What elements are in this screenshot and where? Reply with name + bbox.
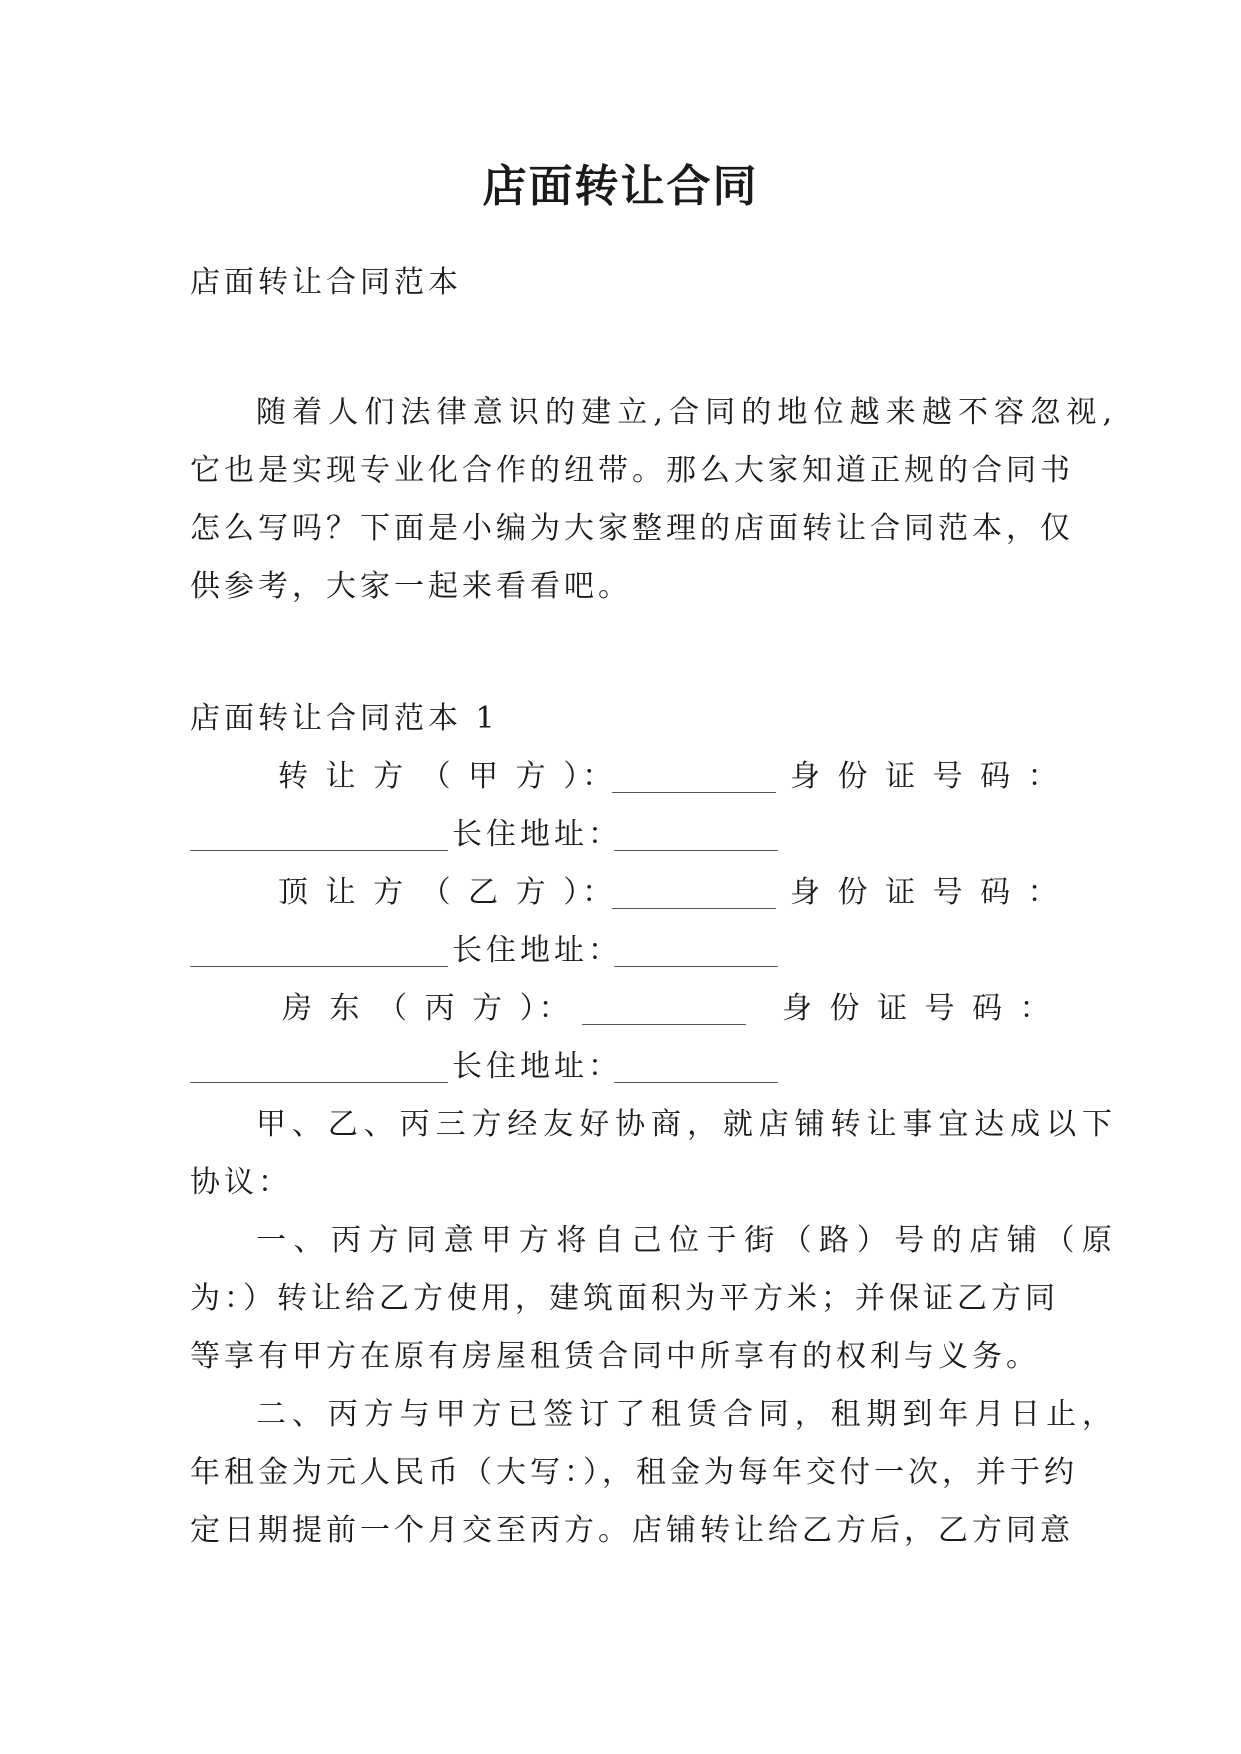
party-a-address-line xyxy=(190,806,1050,864)
intro-line-1: 随着人们法律意识的建立,合同的地位越来越不容忽视, xyxy=(256,395,1116,430)
para-line-5: 等享有甲方在原有房屋租赁合同中所享有的权利与义务。 xyxy=(190,1339,1040,1374)
para-line-2: 协议： xyxy=(190,1165,292,1200)
party-c-id-blank[interactable] xyxy=(190,1052,448,1083)
section-title: 店面转让合同范本 1 xyxy=(190,701,499,736)
party-c-id-label: 身 份 证 号 码 ： xyxy=(782,991,1054,1026)
party-a-line xyxy=(190,748,1062,806)
party-b-line xyxy=(190,864,1062,922)
party-c-address-line xyxy=(190,1038,1050,1096)
party-b-address-blank[interactable] xyxy=(614,936,778,967)
party-a-address-blank[interactable] xyxy=(614,820,778,851)
intro-line-2: 它也是实现专业化合作的纽带。那么大家知道正规的合同书 xyxy=(190,453,1074,488)
party-a-id-label: 身 份 证 号 码 ： xyxy=(790,759,1062,794)
page-title: 店面转让合同 xyxy=(482,161,759,212)
para-line-4: 为：）转让给乙方使用，建筑面积为平方米；并保证乙方同 xyxy=(190,1281,1059,1316)
document-subtitle: 店面转让合同范本 xyxy=(190,265,462,300)
para-line-1: 甲、乙、丙三方经友好协商，就店铺转让事宜达成以下 xyxy=(256,1107,1116,1142)
party-a-address-label: 长住地址： xyxy=(452,817,622,852)
party-c-name-blank[interactable] xyxy=(582,994,746,1025)
party-b-id-label: 身 份 证 号 码 ： xyxy=(790,875,1062,910)
party-c-address-blank[interactable] xyxy=(614,1052,778,1083)
party-b-id-blank[interactable] xyxy=(190,936,448,967)
party-c-line xyxy=(190,980,1054,1038)
para-line-3: 一、丙方同意甲方将自己位于街（路）号的店铺（原 xyxy=(256,1223,1116,1258)
party-b-address-label: 长住地址： xyxy=(452,933,622,968)
intro-line-4: 供参考，大家一起来看看吧。 xyxy=(190,569,632,604)
intro-line-3: 怎么写吗？下面是小编为大家整理的店面转让合同范本，仅 xyxy=(190,511,1074,546)
party-b-label: 顶 让 方 （ 乙 方 ）： xyxy=(278,875,617,910)
para-line-7: 年租金为元人民币（大写：），租金为每年交付一次，并于约 xyxy=(190,1455,1078,1490)
party-b-name-blank[interactable] xyxy=(612,878,776,909)
party-a-label: 转 让 方 （ 甲 方 ）： xyxy=(278,759,617,794)
para-line-6: 二、丙方与甲方已签订了租赁合同，租期到年月日止， xyxy=(256,1397,1116,1432)
party-c-address-label: 长住地址： xyxy=(452,1049,622,1084)
party-a-id-blank[interactable] xyxy=(190,820,448,851)
para-line-8: 定日期提前一个月交至丙方。店铺转让给乙方后，乙方同意 xyxy=(190,1513,1074,1548)
party-a-name-blank[interactable] xyxy=(612,762,776,793)
party-c-label: 房 东 （ 丙 方 ）： xyxy=(282,991,573,1026)
party-b-address-line xyxy=(190,922,1050,980)
